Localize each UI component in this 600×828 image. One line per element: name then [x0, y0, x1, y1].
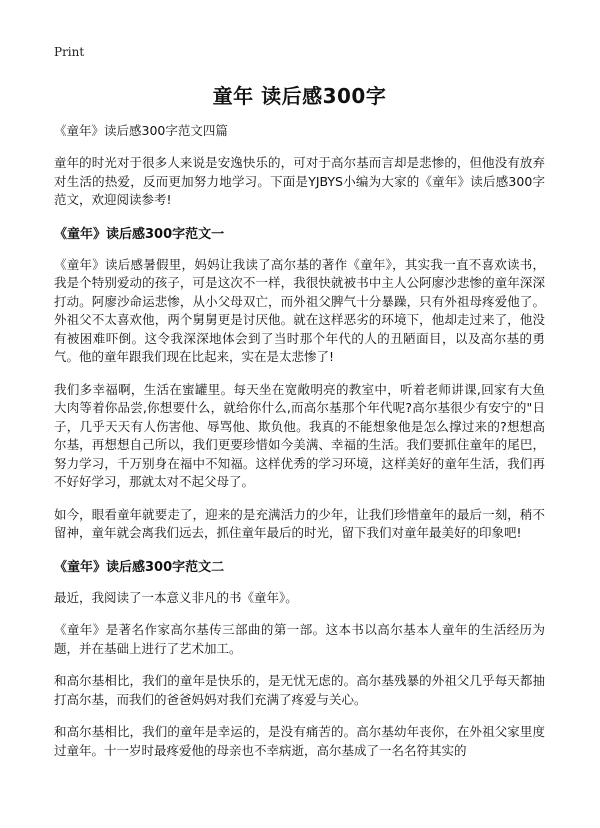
section-heading-2: 《童年》读后感300字范文二 [54, 559, 225, 575]
intro-paragraph: 童年的时光对于很多人来说是安逸快乐的，可对于高尔基而言却是悲惨的，但他没有放弃对生活的热爱，反而更加努力地学习。下面是YJBYS小编为大家的《童年》读后感300字范文，欢迎阅读参考! [54, 155, 545, 207]
print-link[interactable]: Print [54, 45, 85, 59]
section-2-paragraph-3: 和高尔基相比，我们的童年是快乐的，是无忧无虑的。高尔基残暴的外祖父几乎每天都抽打高尔基，而我们的爸爸妈妈对我们充满了疼爱与关心。 [54, 673, 545, 707]
section-2-paragraph-4: 和高尔基相比，我们的童年是幸运的，是没有痛苦的。高尔基幼年丧你，在外祖父家里度过童年。十一岁时最疼爱他的母亲也不幸病逝，高尔基成了一名名符其实的 [54, 724, 545, 758]
section-2-paragraph-2: 《童年》是著名作家高尔基传三部曲的第一部。这本书以高尔基本人童年的生活经历为题，并在基础上进行了艺术加工。 [54, 622, 545, 656]
page-title: 童年 读后感300字 [212, 84, 387, 108]
section-1-paragraph-1: 《童年》读后感暑假里，妈妈让我读了高尔基的著作《童年》，其实我一直不喜欢读书，我是个特别爱动的孩子，可是这次不一样，我很快就被书中主人公阿廖沙悲惨的童年深深打动。阿廖沙命运悲惨，从小父母双亡，而外祖父脾气十分暴躁，只有外祖母疼爱他了。外祖父不太喜欢他，两个舅舅更是讨厌他。就在这样恶劣的环境下，他却走过来了，他没有被困难吓倒。这令我深深地体会到了当时那个年代的人的丑陋面目，以及高尔基的勇气。他的童年跟我们现在比起来，实在是太悲惨了! [54, 256, 545, 364]
section-1-paragraph-3: 如今，眼看童年就要走了，迎来的是充满活力的少年，让我们珍惜童年的最后一刻，稍不留神，童年就会离我们远去，抓住童年最后的时光，留下我们对童年最美好的印象吧! [54, 506, 545, 540]
section-heading-1: 《童年》读后感300字范文一 [54, 226, 225, 242]
page-subtitle: 《童年》读后感300字范文四篇 [54, 123, 228, 138]
section-2-paragraph-1: 最近，我阅读了一本意义非凡的书《童年》。 [54, 589, 298, 605]
section-1-paragraph-2: 我们多幸福啊，生活在蜜罐里。每天坐在宽敞明亮的教室中，听着老师讲课,回家有大鱼大肉等着你品尝,你想要什么，就给你什么,而高尔基那个年代呢?高尔基很少有安宁的"日子，几乎天天有人伤害他、辱骂他、欺负他。我真的不能想象他是怎么撑过来的?想想高尔基，再想想自己所以，我们更要珍惜如今美满、幸福的生活。我们要抓住童年的尾巴，努力学习，千万别身在福中不知福。这样优秀的学习环境，这样美好的童年生活，我们再不好好学习，那就太对不起父母了。 [54, 381, 545, 489]
